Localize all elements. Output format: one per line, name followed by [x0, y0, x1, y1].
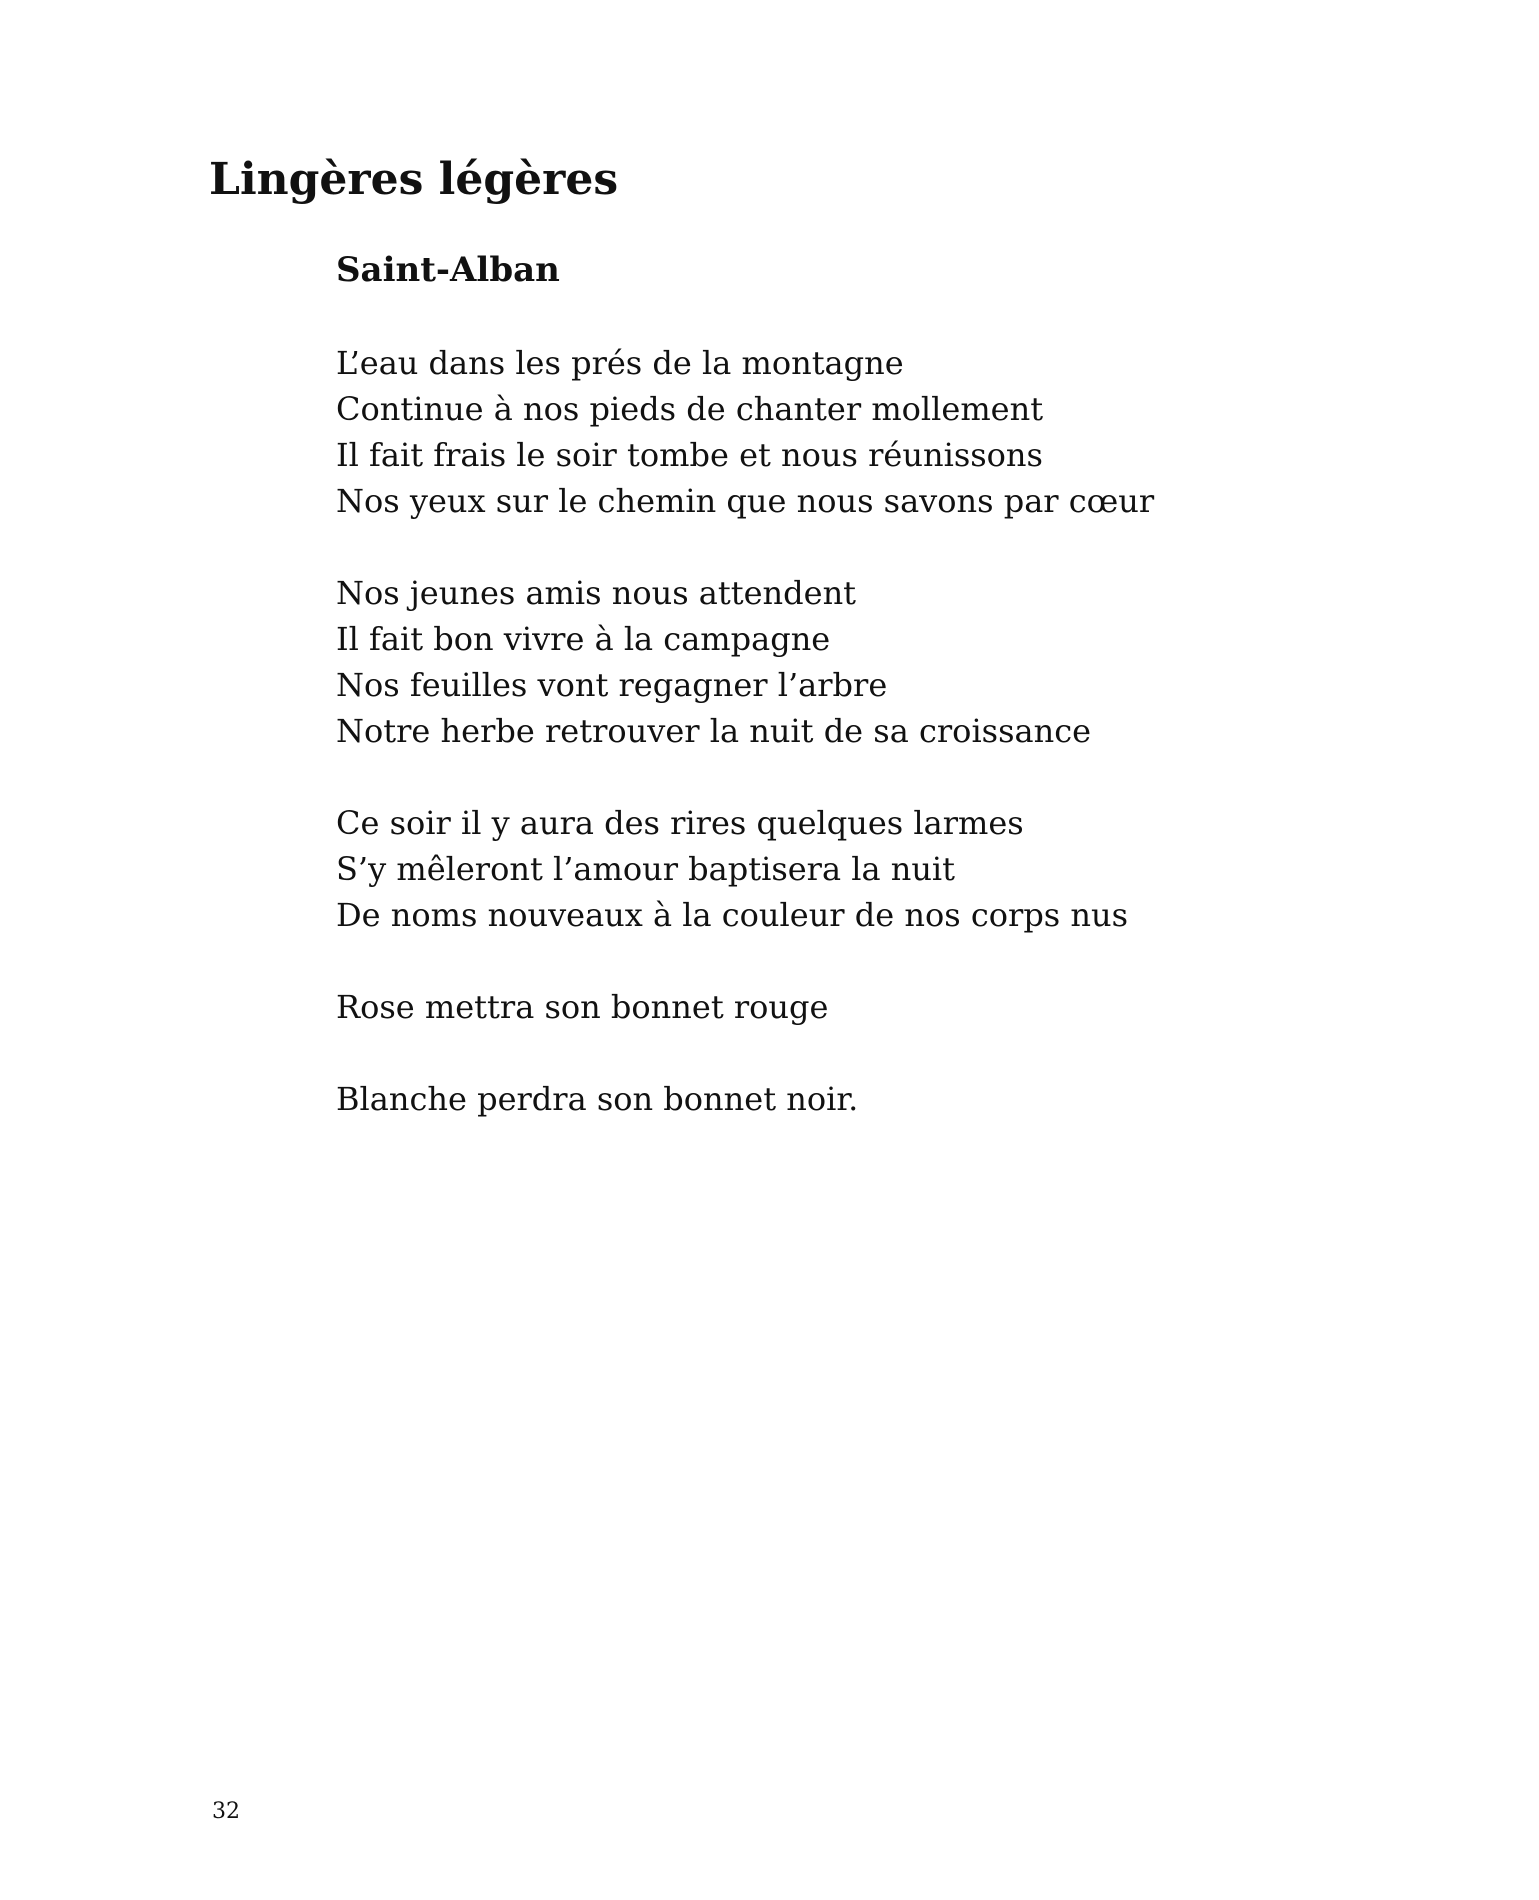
poem-line: Rose mettra son bonnet rouge — [336, 988, 829, 1026]
stanza — [336, 800, 1154, 938]
poem-title: Saint-Alban — [336, 250, 560, 290]
stanza — [336, 340, 1154, 524]
poem-line: S’y mêleront l’amour baptisera la nuit — [336, 850, 956, 888]
poem-line: De noms nouveaux à la couleur de nos corps nus — [336, 896, 1129, 934]
poem-collection-title: Lingères légères — [209, 154, 619, 205]
poem-line: Blanche perdra son bonnet noir. — [336, 1080, 859, 1118]
poem-line: Continue à nos pieds de chanter mollement — [336, 390, 1044, 428]
poem-line: Il fait bon vivre à la campagne — [336, 620, 831, 658]
page-number: 32 — [212, 1799, 240, 1824]
poem-line: Nos yeux sur le chemin que nous savons par cœur — [336, 482, 1155, 520]
poem-line: Notre herbe retrouver la nuit de sa croissance — [336, 712, 1092, 750]
poem-line: Ce soir il y aura des rires quelques larmes — [336, 804, 1024, 842]
stanza — [336, 1076, 1154, 1122]
poem-line: L’eau dans les prés de la montagne — [336, 344, 904, 382]
stanza — [336, 570, 1154, 754]
poem-line: Il fait frais le soir tombe et nous réunissons — [336, 436, 1043, 474]
poem-line: Nos jeunes amis nous attendent — [336, 574, 857, 612]
poem-body — [336, 340, 1154, 1168]
stanza — [336, 984, 1154, 1030]
poem-line: Nos feuilles vont regagner l’arbre — [336, 666, 888, 704]
